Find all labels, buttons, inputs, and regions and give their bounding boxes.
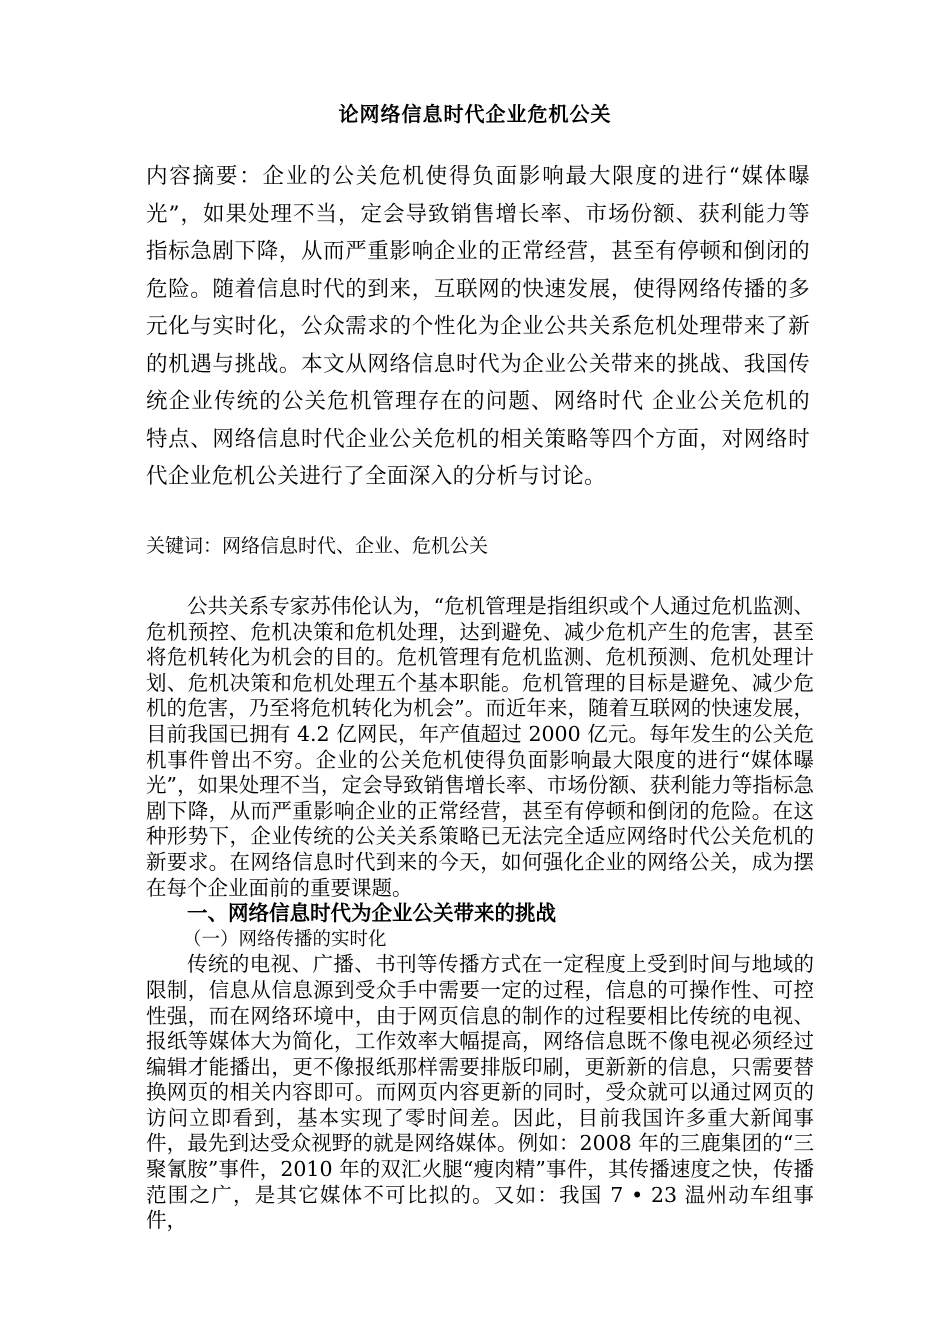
subsection-heading: （一）网络传播的实时化	[183, 928, 387, 950]
subsection-paragraph: 传统的电视、广播、书刊等传播方式在一定程度上受到时间与地域的限制，信息从信息源到受众手中需要一定的过程，信息的可操作性、可控性强，而在网络环境中，由于网页信息的制作的过程要相比传统的电视、报纸等媒体大为简化，工作效率大幅提高，网络信息既不像电视必须经过编辑才能播出，更不像报纸那样需要排版印刷，更新新的信息，只需要替换网页的相关内容即可。而网页内容更新的同时，受众就可以通过网页的访问立即看到，基本实现了零时间差。因此，目前我国许多重大新闻事件，最先到达受众视野的就是网络媒体。例如：2008 年的三鹿集团的“三聚氰胺”事件，2010 年的双汇火腿“瘦肉精”事件，其传播速度之快，传播范围之广，是其它媒体不可比拟的。又如：我国 7 • 23 温州动车组事件，	[146, 952, 814, 1233]
abstract-paragraph: 内容摘要：企业的公关危机使得负面影响最大限度的进行“媒体曝光”，如果处理不当，定会导致销售增长率、市场份额、获利能力等指标急剧下降，从而严重影响企业的正常经营，甚至有停顿和倒闭的危险。随着信息时代的到来，互联网的快速发展，使得网络传播的多元化与实时化，公众需求的个性化为企业公共关系危机处理带来了新的机遇与挑战。本文从网络信息时代为企业公关带来的挑战、我国传统企业传统的公关危机管理存在的问题、网络时代 企业公关危机的特点、网络信息时代企业公关危机的相关策略等四个方面，对网络时代企业危机公关进行了全面深入的分析与讨论。	[146, 164, 810, 489]
keywords-line: 关键词：网络信息时代、企业、危机公关	[146, 535, 489, 557]
body-text	[146, 594, 814, 1234]
document-title: 论网络信息时代企业危机公关	[338, 102, 612, 126]
section-heading: 一、网络信息时代为企业公关带来的挑战	[187, 901, 556, 926]
intro-paragraph: 公共关系专家苏伟伦认为，“危机管理是指组织或个人通过危机监测、危机预控、危机决策和危机处理，达到避免、减少危机产生的危害，甚至将危机转化为机会的目的。危机管理有危机监测、危机预测、危机处理计划、危机决策和危机处理五个基本职能。危机管理的目标是避免、减少危机的危害，乃至将危机转化为机会”。而近年来，随着互联网的快速发展，目前我国已拥有 4.2 亿网民，年产值超过 2000 亿元。每年发生的公关危机事件曾出不穷。企业的公关危机使得负面影响最大限度的进行“媒体曝光”，如果处理不当，定会导致销售增长率、市场份额、获利能力等指标急剧下降，从而严重影响企业的正常经营，甚至有停顿和倒闭的危险。在这种形势下，企业传统的公关关系策略已无法完全适应网络时代公关危机的新要求。在网络信息时代到来的今天，如何强化企业的网络公关，成为摆在每个企业面前的重要课题。	[146, 594, 814, 900]
